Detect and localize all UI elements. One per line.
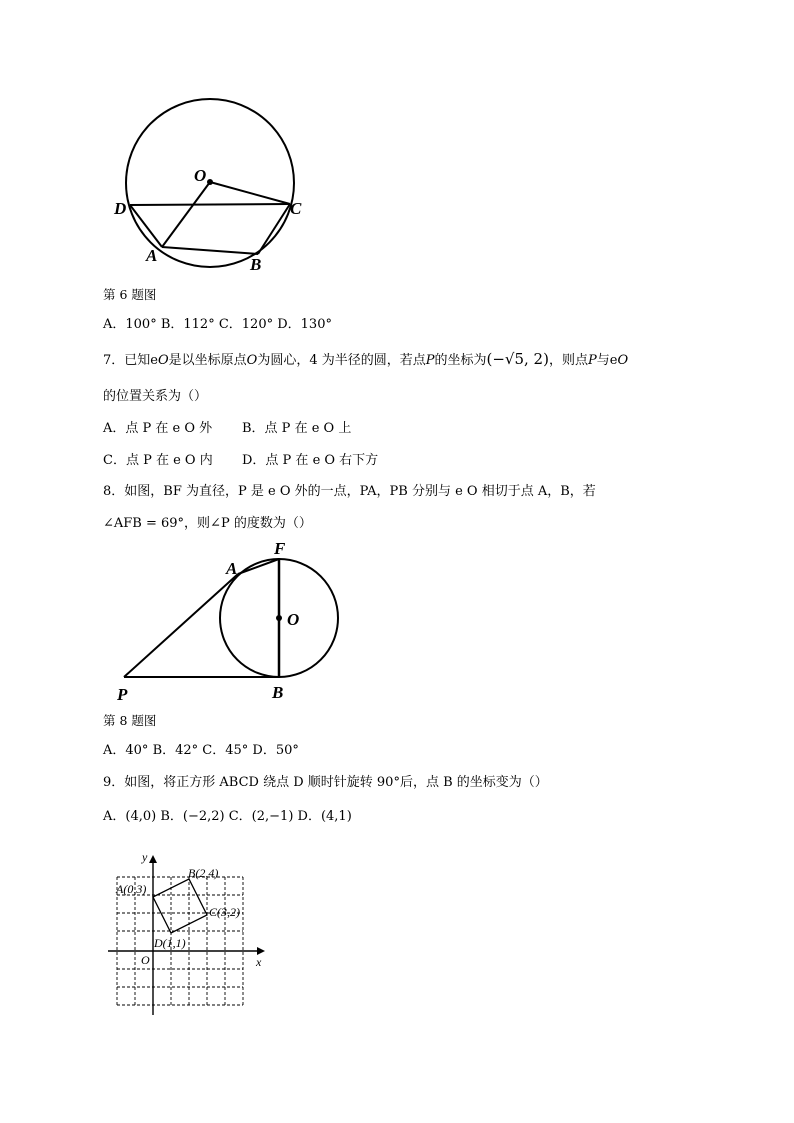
fig9-label-x: x: [256, 955, 262, 969]
q8-stem-line2: ∠AFB = 69°，则∠P 的度数为（）: [103, 516, 312, 531]
figure-8: [112, 536, 352, 706]
fig8-chord-af: [238, 559, 279, 574]
fig9-label-origin: O: [141, 953, 150, 967]
fig8-label-b: B: [272, 683, 284, 702]
fig6-label-o: O: [194, 166, 207, 185]
fig8-label-f: F: [274, 539, 286, 558]
fig6-label-a: A: [146, 246, 158, 265]
fig9-square-abcd: [153, 879, 207, 933]
fig8-label-p: P: [117, 685, 128, 704]
fig6-chord-bc: [258, 204, 290, 254]
fig6-radius-oa: [162, 182, 210, 247]
fig9-x-arrow: [257, 947, 265, 955]
q7-stem-line1: [103, 350, 628, 370]
q7-text: 7．已知e: [103, 353, 158, 368]
fig8-label-o: O: [287, 610, 300, 629]
fig6-chord-dc: [130, 204, 290, 205]
q7-text: O: [246, 353, 258, 368]
q7-text: 与e: [596, 353, 618, 368]
fig6-chord-ab: [162, 247, 258, 254]
q7-stem-line2: 的位置关系为（）: [103, 389, 208, 404]
q6-options: A．100° B．112° C．120° D．130°: [103, 317, 332, 332]
q7-option-c: C．点 P 在 e O 内: [103, 453, 213, 468]
fig9-label-y: y: [142, 850, 148, 864]
fig8-center-dot: [276, 615, 282, 621]
q8-stem-line1: 8．如图，BF 为直径，P 是 e O 外的一点，PA，PB 分别与 e O 相切于点 A，B，若: [103, 484, 596, 499]
fig9-label-c: C(3,2): [209, 905, 240, 919]
figure-9-grid: [100, 845, 280, 1020]
fig8-caption: 第 8 题图: [103, 713, 157, 728]
fig9-label-a: A(0,3): [116, 882, 147, 896]
q7-text: P: [587, 353, 597, 368]
q7-text: O: [157, 353, 169, 368]
q7-option-a: A．点 P 在 e O 外: [103, 421, 213, 436]
q7-coordinate: (−√5, 2): [486, 350, 549, 368]
fig8-label-a: A: [226, 559, 238, 578]
q7-option-b: B．点 P 在 e O 上: [242, 421, 352, 436]
q7-text: 的坐标为: [434, 353, 487, 368]
fig9-label-b: B(2,4): [188, 866, 219, 880]
q8-options: A．40° B．42° C．45° D．50°: [103, 743, 299, 758]
q7-text: ，则点: [548, 353, 588, 368]
fig6-chord-da: [130, 205, 162, 247]
figure-6: [100, 90, 330, 285]
q7-option-d: D．点 P 在 e O 右下方: [242, 453, 379, 468]
fig6-caption: 第 6 题图: [103, 287, 157, 302]
q9-options: A．(4,0) B．(−2,2) C．(2,−1) D．(4,1): [103, 809, 352, 824]
q7-text: P: [425, 353, 435, 368]
fig6-radius-oc: [210, 182, 290, 204]
fig6-center-dot: [207, 179, 213, 185]
fig6-label-c: C: [290, 199, 302, 218]
q9-stem: 9．如图，将正方形 ABCD 绕点 D 顺时针旋转 90°后，点 B 的坐标变为（）: [103, 775, 548, 790]
fig9-y-arrow: [149, 855, 157, 863]
fig6-label-b: B: [250, 255, 262, 274]
q7-text: 为圆心，4 为半径的圆，若点: [257, 353, 426, 368]
fig6-label-d: D: [114, 199, 127, 218]
q7-text: 是以坐标原点: [168, 353, 247, 368]
fig9-label-d: D(1,1): [154, 936, 186, 950]
q7-text: O: [617, 353, 629, 368]
